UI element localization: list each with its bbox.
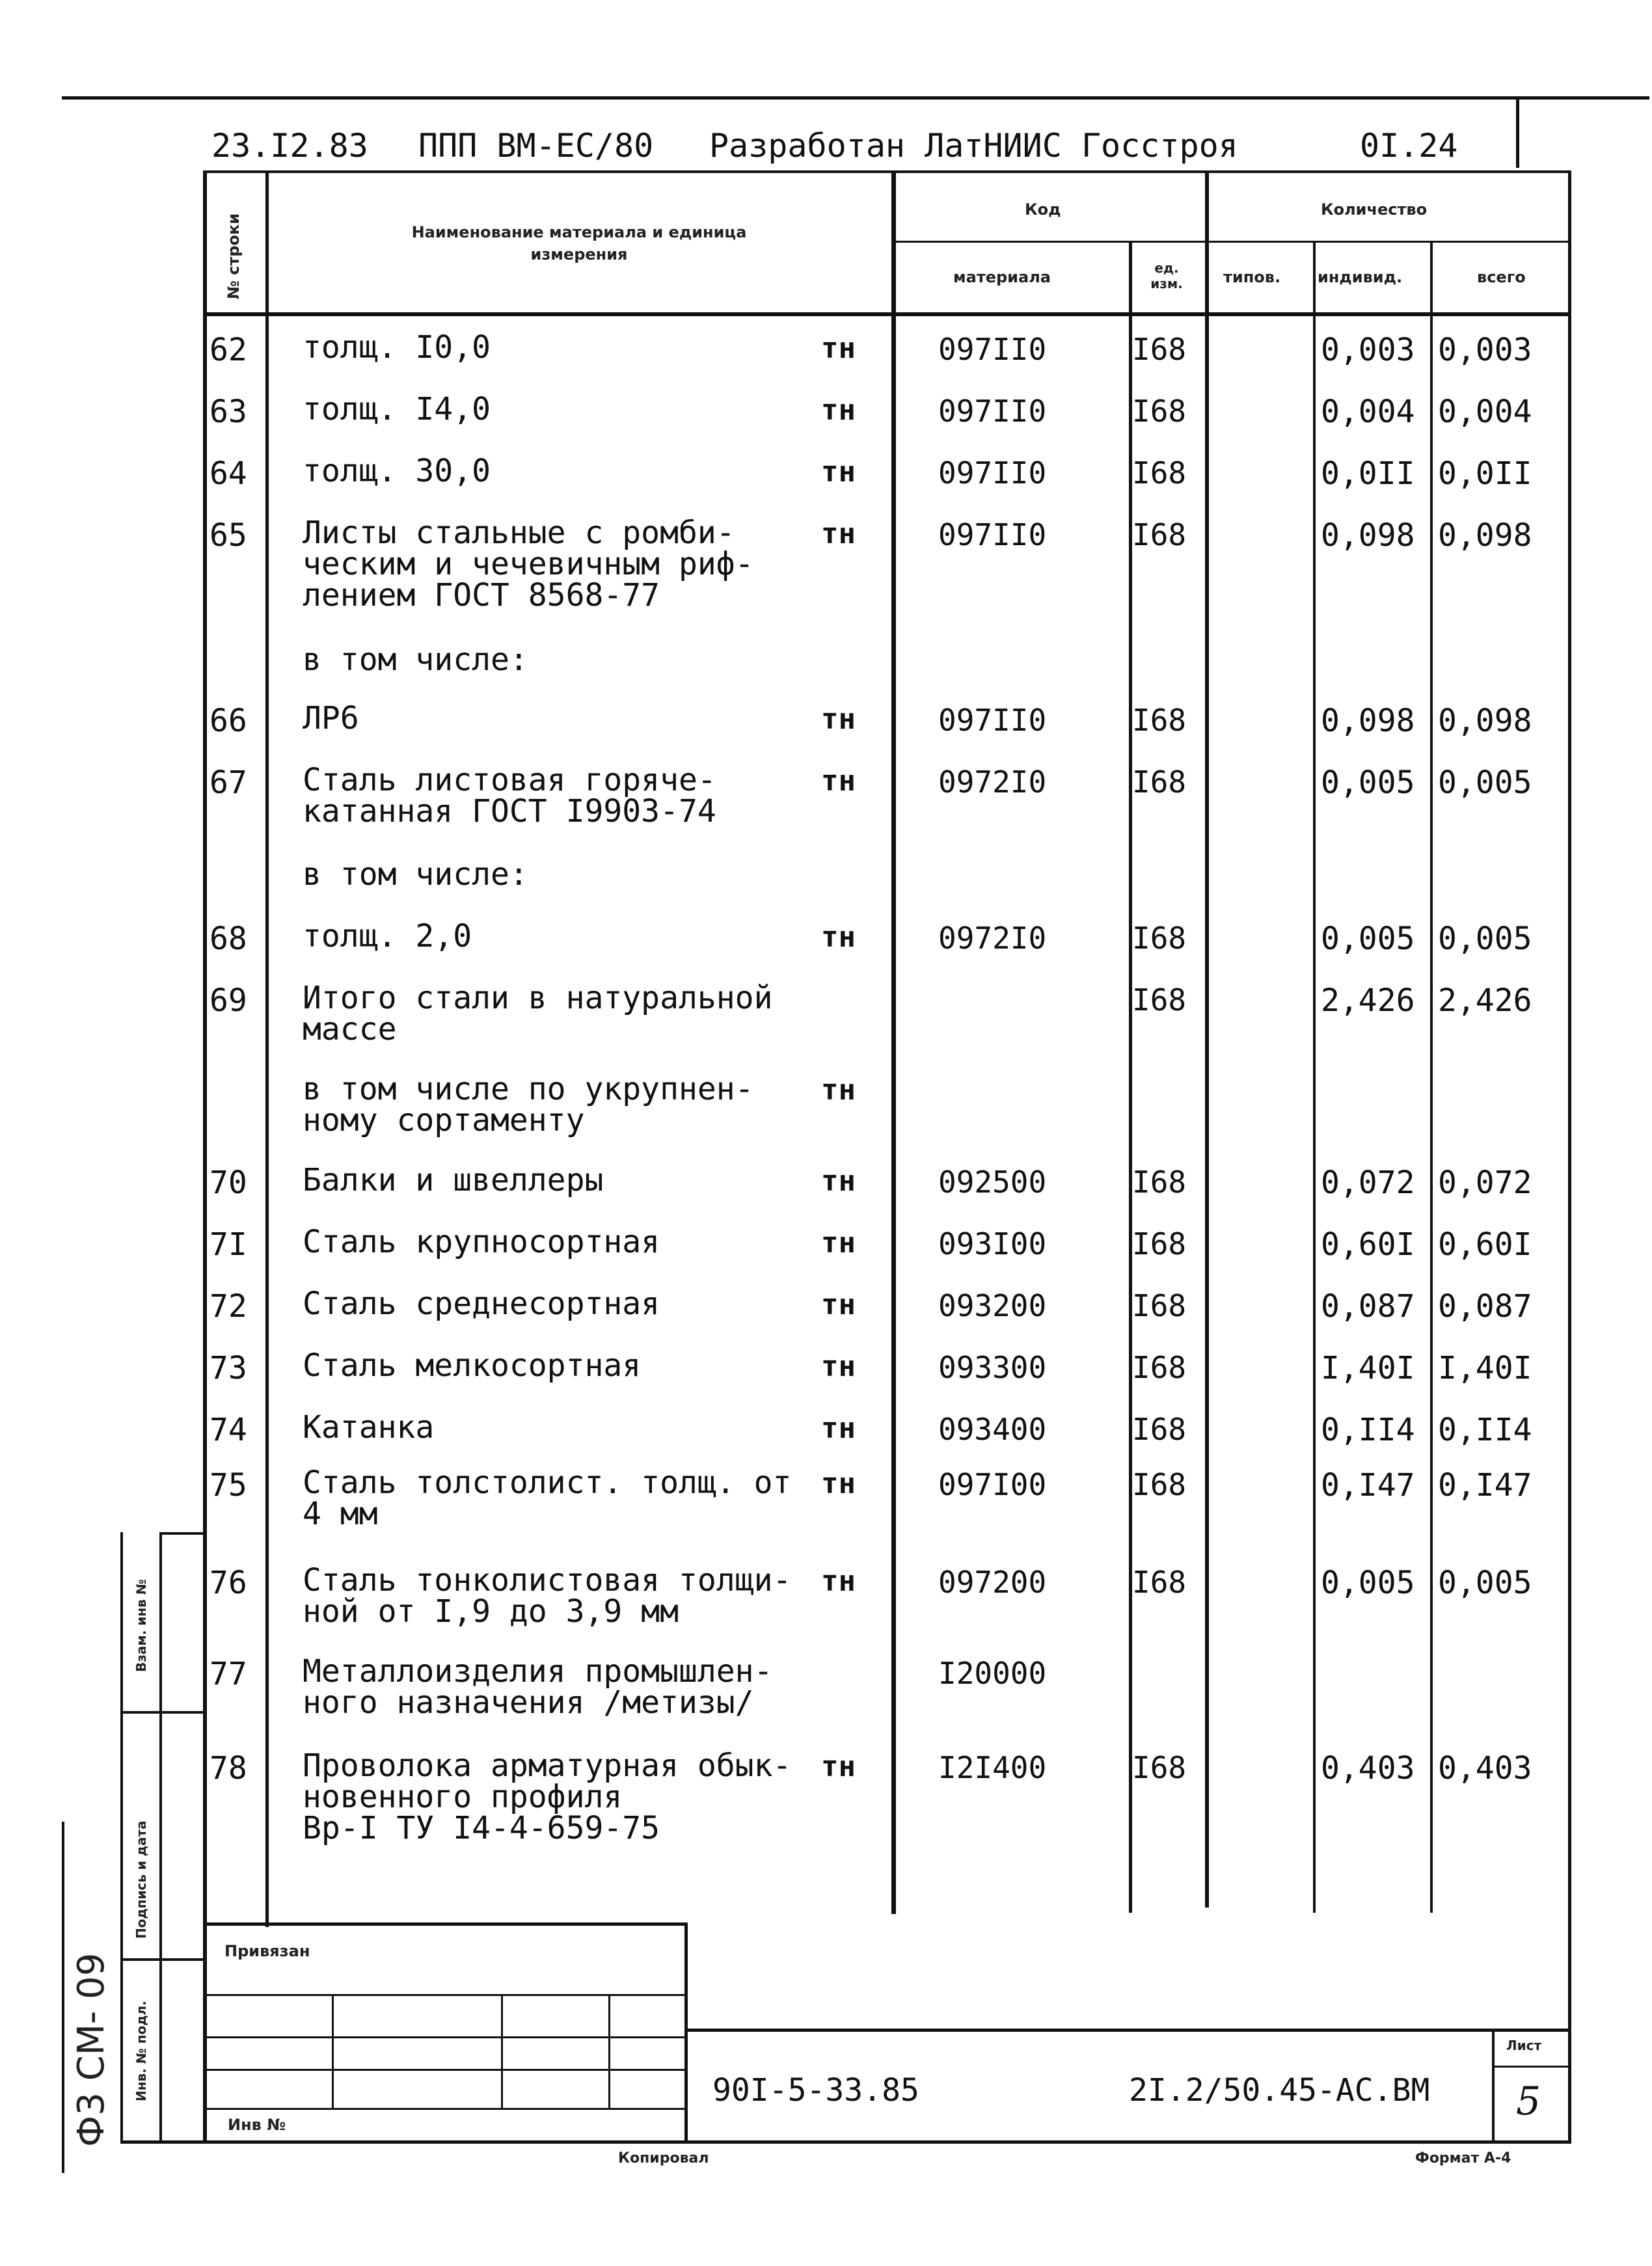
row-individual: 0,403 [1321,1750,1415,1787]
row-name: Сталь мелкосортная [303,1347,642,1384]
row-individual: 0,I47 [1321,1467,1415,1504]
row-number: 75 [210,1467,247,1504]
footer-list-left [1492,2029,1495,2142]
footer-doc-top [684,2029,1571,2032]
row-number: 67 [210,764,247,801]
row-name: в том числе: [303,641,528,678]
footer-inv-no: Инв № [228,2116,286,2134]
row-unit: тн [821,1226,856,1260]
row-code: 097I00 [938,1467,1047,1502]
row-code: 097II0 [938,394,1047,429]
row-total: 2,426 [1438,982,1532,1019]
row-unit: тн [821,1565,856,1598]
side-box-bottom [120,2140,1571,2144]
row-meas-code: I68 [1132,1288,1187,1323]
row-unit: тн [821,1467,856,1500]
row-number: 7I [210,1226,247,1263]
row-name: Сталь толстолист. толщ. от 4 мм [303,1464,792,1532]
row-meas-code: I68 [1132,1165,1187,1200]
header-mid-line [895,241,1571,243]
row-individual: 2,426 [1321,982,1415,1019]
row-name: Листы стальные с ромби- ческим и чечевичным риф- лением ГОСТ 8568-77 [303,515,754,614]
row-meas-code: I68 [1132,394,1187,429]
row-code: 097II0 [938,332,1047,367]
row-code: 0972I0 [938,921,1047,956]
row-individual: 0,003 [1321,332,1415,368]
row-code: I20000 [938,1656,1047,1691]
row-unit: тн [821,703,856,736]
row-name: Сталь среднесортная [303,1286,660,1322]
row-individual: 0,005 [1321,921,1415,957]
footer-grid-h3 [207,2069,687,2071]
row-code: 097II0 [938,455,1047,491]
header-row-no: № строки [224,213,243,299]
footer-grid-v3 [608,1994,610,2108]
row-number: 65 [210,517,247,554]
row-name: Итого стали в натуральной массе [303,980,773,1047]
row-total: 0,098 [1438,703,1532,739]
row-meas-code: I68 [1132,1565,1187,1600]
row-individual: 0,60I [1321,1226,1415,1263]
footer-format: Формат А-4 [1415,2150,1511,2166]
row-total: 0,I47 [1438,1467,1532,1504]
row-unit: тн [821,1073,856,1107]
table-top-line [205,170,1571,173]
top-sheet-code: 0I.24 [1360,127,1458,165]
row-name: Сталь листовая горяче- катанная ГОСТ I9903-74 [303,762,716,830]
footer-grid-v2 [501,1994,503,2108]
top-right-bracket [1516,96,1519,168]
row-meas-code: I68 [1132,921,1187,956]
row-total: 0,403 [1438,1750,1532,1787]
row-unit: тн [821,394,856,427]
row-unit: тн [821,764,856,798]
row-total: 0,005 [1438,764,1532,801]
row-name: Балки и швеллеры [303,1162,604,1198]
row-meas-code: I68 [1132,1750,1187,1785]
col-line-num [265,170,269,1927]
col-line-code [891,170,896,1914]
row-meas-code: I68 [1132,517,1187,552]
header-individual: индивид. [1318,268,1403,286]
row-total: I,40I [1438,1350,1532,1386]
left-margin-line [62,1822,64,2173]
header-bottom-line [205,312,1571,316]
row-total: 0,II4 [1438,1412,1532,1448]
row-name: толщ. 2,0 [303,918,472,954]
row-number: 73 [210,1350,247,1386]
row-total: 0,004 [1438,394,1532,430]
row-individual: 0,II4 [1321,1412,1415,1448]
row-total: 0,005 [1438,921,1532,957]
footer-grid-v1 [332,1994,334,2108]
footer-privyazan: Привязан [224,1942,310,1960]
header-name: Наименование материала и единица измерения [411,223,747,263]
header-material: материала [953,268,1051,286]
row-meas-code: I68 [1132,703,1187,738]
row-meas-code: I68 [1132,455,1187,491]
row-number: 62 [210,332,247,368]
row-number: 69 [210,982,247,1019]
row-individual: 0,098 [1321,517,1415,554]
row-number: 63 [210,394,247,430]
top-developer: Разработан ЛатНИИС Госстроя [709,127,1238,165]
row-code: 093300 [938,1350,1047,1385]
side-box-outer [120,1532,123,2144]
footer-list-divider [1493,2066,1571,2068]
row-name: толщ. 30,0 [303,453,491,489]
row-unit: тн [821,1165,856,1198]
col-line-typ [1205,170,1209,1908]
col-line-total [1430,241,1433,1913]
row-code: 092500 [938,1165,1047,1200]
top-rule [62,96,1649,100]
row-number: 77 [210,1656,247,1692]
header-code: Код [1025,200,1061,219]
side-box-div2 [120,1958,205,1961]
col-line-left [203,170,207,2142]
row-meas-code: I68 [1132,1226,1187,1261]
row-number: 78 [210,1750,247,1787]
row-meas-code: I68 [1132,1350,1187,1385]
row-name: Сталь тонколистовая толщи- ной от I,9 до 3,9 мм [303,1562,792,1630]
footer-grid-h2 [207,2036,687,2038]
row-code: 097II0 [938,703,1047,738]
row-meas-code: I68 [1132,332,1187,367]
footer-box-top [207,1922,687,1926]
row-unit: тн [821,1288,856,1321]
row-unit: тн [821,332,856,365]
row-unit: тн [821,455,856,489]
header-typical: типов. [1223,268,1281,286]
row-number: 68 [210,921,247,957]
row-total: 0,087 [1438,1288,1532,1325]
footer-box-right [684,1922,688,2144]
col-line-meas [1129,241,1132,1913]
label-stamp: Ф3 СМ- 09 [70,1952,113,2147]
header-total: всего [1477,268,1526,286]
row-individual: 0,005 [1321,1565,1415,1601]
col-line-ind [1313,241,1316,1913]
row-code: 0972I0 [938,764,1047,800]
row-meas-code: I68 [1132,764,1187,800]
row-code: 093400 [938,1412,1047,1447]
row-name: толщ. I4,0 [303,391,491,427]
footer-copied: Копировал [618,2150,709,2166]
row-total: 0,003 [1438,332,1532,368]
row-individual: 0,098 [1321,703,1415,739]
label-podpis: Подпись и дата [133,1820,149,1939]
col-line-right [1568,170,1571,2142]
row-unit: тн [821,1750,856,1783]
row-unit: тн [821,1350,856,1383]
row-unit: тн [821,517,856,550]
row-total: 0,60I [1438,1226,1532,1263]
row-name: в том числе: [303,856,528,893]
row-unit: тн [821,921,856,954]
row-code: 097200 [938,1565,1047,1600]
side-box-div1 [120,1711,205,1714]
row-name: толщ. I0,0 [303,329,491,366]
footer-doc1: 90I-5-33.85 [712,2072,919,2109]
row-name: в том числе по укрупнен- ному сортаменту [303,1071,754,1139]
row-code: 093I00 [938,1226,1047,1261]
side-box-top [159,1532,205,1535]
label-inv: Инв. № подл. [133,2001,149,2101]
row-code: 093200 [938,1288,1047,1323]
footer-list-num: 5 [1516,2079,1541,2124]
row-individual: I,40I [1321,1350,1415,1386]
row-total: 0,005 [1438,1565,1532,1601]
row-individual: 0,072 [1321,1165,1415,1201]
row-number: 70 [210,1165,247,1201]
footer-doc2: 2I.2/50.45-АС.ВМ [1129,2072,1430,2109]
header-quantity: Количество [1321,200,1428,219]
row-code: 097II0 [938,517,1047,552]
side-box-left [159,1532,162,2144]
top-date: 23.I2.83 [211,127,368,165]
row-individual: 0,005 [1321,764,1415,801]
row-number: 74 [210,1412,247,1448]
row-total: 0,072 [1438,1165,1532,1201]
footer-grid-h1 [207,1994,687,1996]
row-name: Сталь крупносортная [303,1224,660,1260]
footer-list-label: Лист [1506,2038,1542,2053]
row-name: Проволока арматурная обык- новенного профиля Вр-I ТУ I4-4-659-75 [303,1747,792,1846]
row-name: Катанка [303,1409,435,1446]
row-number: 72 [210,1288,247,1325]
row-individual: 0,004 [1321,394,1415,430]
row-total: 0,098 [1438,517,1532,554]
row-meas-code: I68 [1132,982,1187,1018]
header-unit: ед. изм. [1150,260,1183,291]
row-name: ЛР6 [303,700,359,736]
row-unit: тн [821,1412,856,1445]
row-name: Металлоизделия промышлен- ного назначения /метизы/ [303,1653,773,1721]
row-individual: 0,0II [1321,455,1415,492]
row-total: 0,0II [1438,455,1532,492]
row-individual: 0,087 [1321,1288,1415,1325]
row-number: 76 [210,1565,247,1601]
footer-grid-h4 [207,2108,687,2110]
top-org: ППП ВМ-ЕС/80 [418,127,654,165]
row-code: I2I400 [938,1750,1047,1785]
row-number: 66 [210,703,247,739]
row-number: 64 [210,455,247,492]
row-meas-code: I68 [1132,1467,1187,1502]
label-vzam: Взам. инв № [133,1579,149,1672]
row-meas-code: I68 [1132,1412,1187,1447]
